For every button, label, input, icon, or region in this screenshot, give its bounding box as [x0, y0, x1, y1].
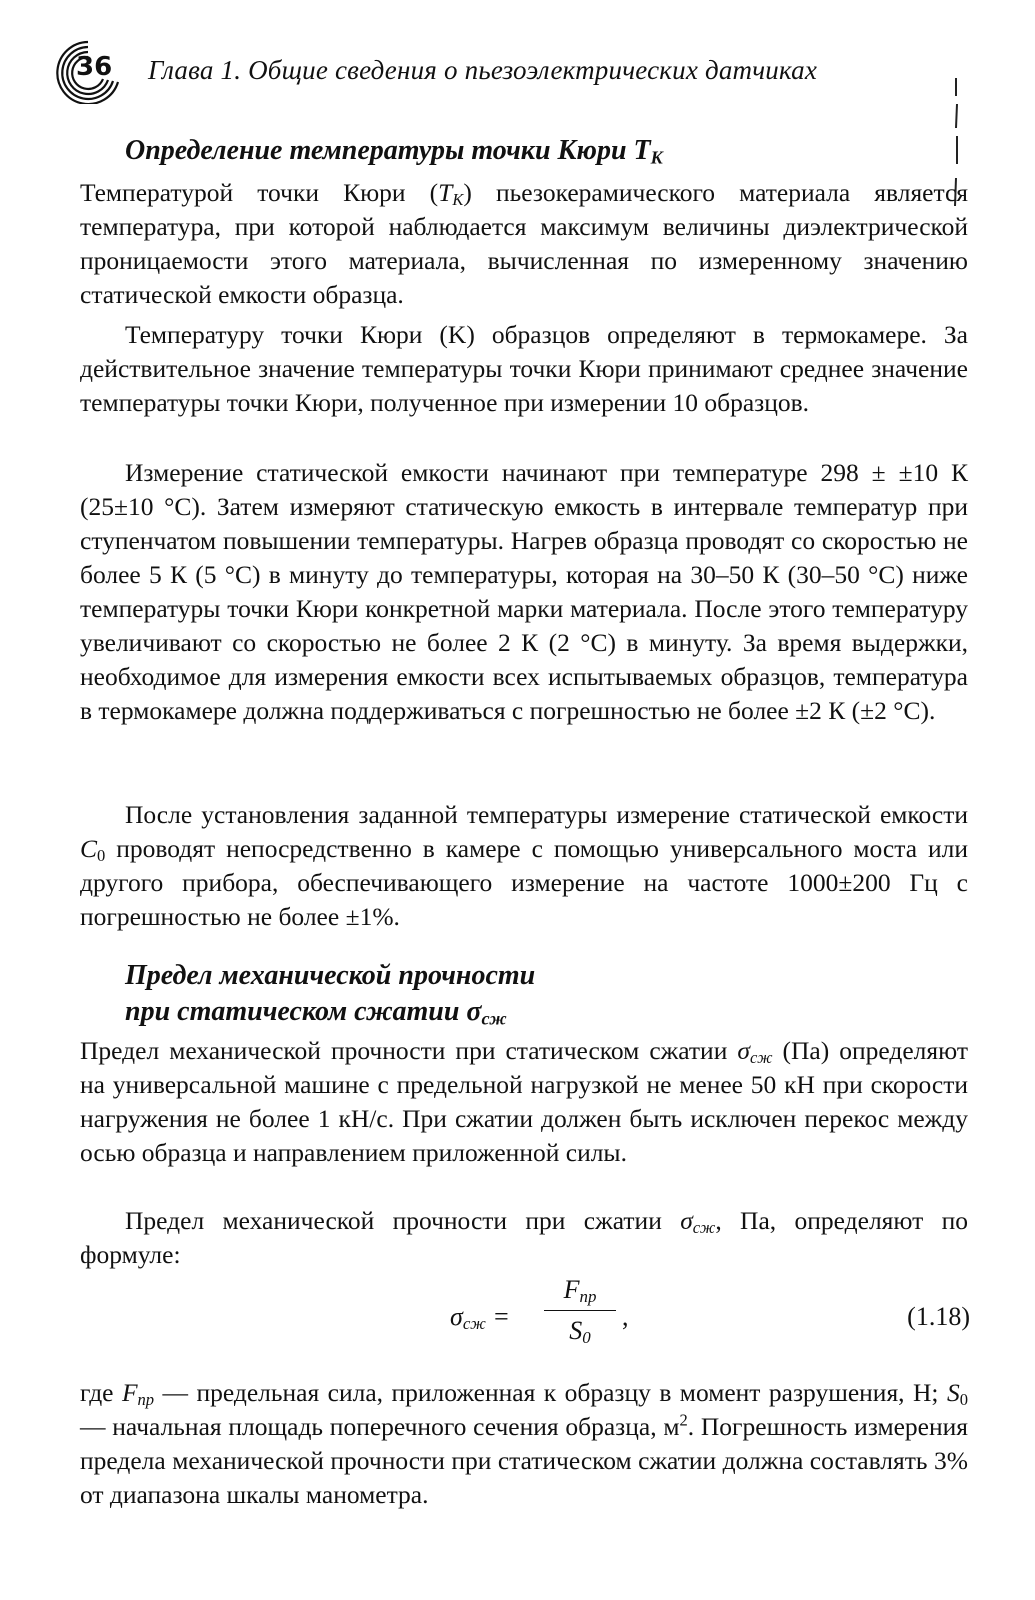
- formula-fraction: $F_{пр}$ $S_0$: [540, 1272, 620, 1349]
- section-heading-compression: Предел механической прочности: [125, 960, 536, 991]
- section-heading-curie: Определение температуры точки Кюри $T_K$: [125, 135, 663, 168]
- page-number: 36: [76, 52, 113, 82]
- paragraph-capacitance-bridge: После установления заданной температуры измерение статической емкости $C_0$ проводят непосредственно в камере с помощью универсального моста или другого прибора, обеспечивающего измерение на частоте 1000±200 Гц с погрешностью не более ±1%.: [80, 800, 968, 931]
- paragraph-formula-legend: где $F_{пр}$ — предельная сила, приложенная к образцу в момент разрушения, Н; $S_0$ — начальная площадь поперечного сечения образца, $м^2$. Погрешность измерения предела механической прочности при статическом сжатии должна составлять 3% от диапазона шкалы манометра.: [80, 1378, 969, 1509]
- page-header: [48, 38, 1008, 108]
- formula-lhs: $\sigma_{сж}$ =: [450, 1302, 510, 1334]
- running-head: Глава 1. Общие сведения о пьезоэлектрических датчиках: [148, 55, 818, 85]
- section-heading-compression-line2: при статическом сжатии $\sigma_{сж}$: [125, 996, 507, 1029]
- formula-1-18: $\sigma_{сж}$ = $F_{пр}$ $S_0$ , (1.18): [450, 1272, 970, 1368]
- paragraph-curie-measurement: Температуру точки Кюри (K) образцов определяют в термокамере. За действительное значение температуры точки Кюри принимают среднее значение температуры точки Кюри, полученное при измерении 10 образцов.: [80, 320, 968, 417]
- paragraph-compression-machine: Предел механической прочности при статическом сжатии $\sigma_{сж}$ (Па) определяют на универсальной машине с предельной нагрузкой не менее 50 кН при скорости нагружения не более 1 кН/с. При сжатии должен быть исключен перекос между осью образца и направлением приложенной силы.: [80, 1036, 968, 1167]
- paragraph-capacitance-heating: Измерение статической емкости начинают при температуре 298 ± ±10 К (25±10 °С). Затем измеряют статическую емкость в интервале температур при ступенчатом повышении температуры. Нагрев образца проводят со скоростью не более 5 К (5 °С) в минуту до температуры, которая на 30–50 К (30–50 °С) ниже температуры точки Кюри конкретной марки материала. После этого температуру увеличивают со скоростью не более 2 К (2 °С) в минуту. За время выдержки, необходимое для измерения емкости всех испытываемых образцов, температура в термокамере должна поддерживаться с погрешностью не более ±2 К (±2 °С).: [80, 458, 968, 725]
- paragraph-curie-definition: Температурой точки Кюри $(T_K)$ пьезокерамического материала является температура, при которой наблюдается максимум величины диэлектрической проницаемости этого материала, вычисленная по измеренному значению статической емкости образца.: [80, 178, 968, 309]
- formula-number: (1.18): [907, 1302, 970, 1331]
- paragraph-compression-formula-intro: Предел механической прочности при сжатии $\sigma_{сж}$, Па, определяют по формуле:: [80, 1206, 969, 1269]
